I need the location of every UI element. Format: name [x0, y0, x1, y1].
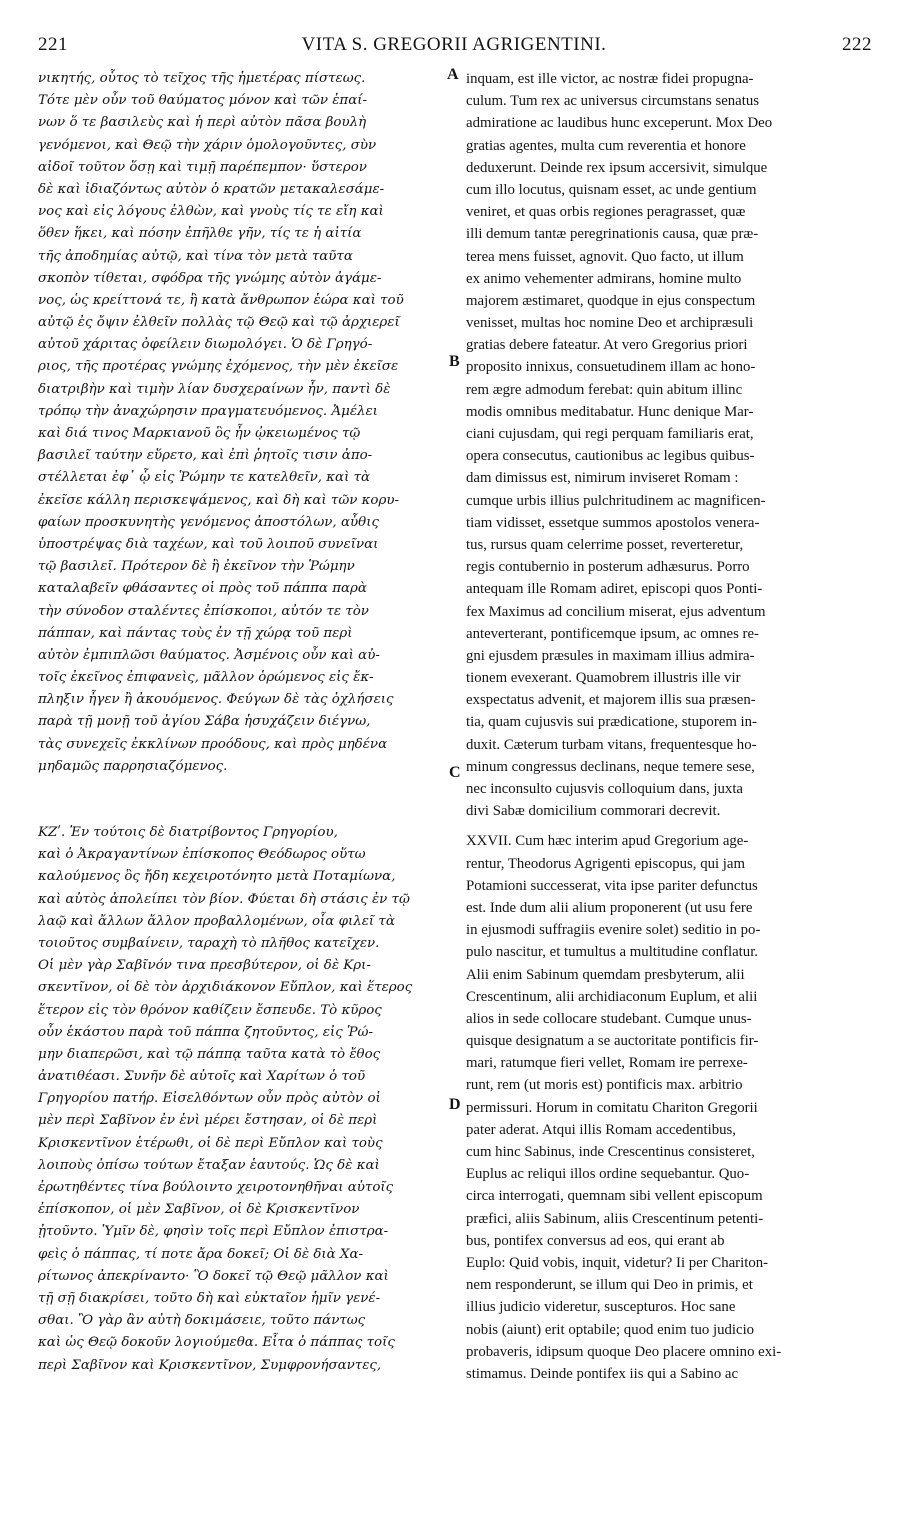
text-line: antequam ille Romam adiret, episcopi quos Ponti- [466, 581, 763, 598]
text-line: ὅθεν ἥκει, καὶ πόσην ἐπῆλθε γῆν, τίς τε ἡ αἰτία [38, 226, 362, 242]
text-line: gratias agentes, multa cum reverentia et honore [466, 137, 746, 154]
text-line: ρίτωνος ἀπεκρίναντο· Ὃ δοκεῖ τῷ Θεῷ μᾶλλον καὶ [38, 1268, 389, 1284]
text-line: Crescentinum, alii archidiaconum Euplum, et alii [466, 988, 758, 1005]
section-marker-c: C [449, 764, 461, 781]
running-title: VITA S. GREGORII AGRIGENTINI. [301, 34, 607, 55]
text-line: μηδαμῶς παρρησιαζόμενος. [38, 758, 228, 774]
section-marker-a: A [447, 66, 459, 83]
text-line: καὶ ὁ Ἀκραγαντίνων ἐπίσκοπος Θεόδωρος οὕτω [38, 847, 366, 863]
text-line: exspectatus advenit, et majorem illis sua præsen- [466, 692, 756, 709]
section-marker-d: D [449, 1096, 461, 1113]
text-line: illius judicio videretur, suscepturos. Hoc sane [466, 1299, 736, 1316]
text-line: λαῷ καὶ ἄλλων ἄλλον προβαλλομένων, οἷα φιλεῖ τὰ [38, 913, 395, 929]
text-line: ᾐτοῦντο. Ὑμῖν δὲ, φησὶν τοῖς περὶ Εὔπλον ἐπιστρα- [38, 1224, 389, 1240]
paragraph-gap [38, 778, 444, 822]
text-line: παρὰ τῇ μονῇ τοῦ ἁγίου Σάβα ἡσυχάζειν διέγνω, [38, 714, 371, 730]
text-line: ciani cujusdam, qui regi perquam familiaris erat, [466, 426, 754, 442]
text-line: τὰς συνεχεῖς ἐκκλίνων προόδους, καὶ πρὸς μηδένα [38, 736, 388, 752]
text-line: αἰδοῖ τοῦτον ὅσῃ καὶ τιμῇ παρέπεμπον· ὕστερον [38, 159, 367, 175]
text-line: culum. Tum rex ac universus circumstans senatus [466, 93, 760, 110]
text-line: cum hinc Sabinus, inde Crescentinus consisteret, [466, 1144, 755, 1160]
text-line: majorem æstimaret, quodque in ejus conspectum [466, 292, 756, 309]
text-line: Euplo: Quid vobis, inquit, videtur? Ii per Chariton- [466, 1254, 769, 1271]
latin-column [466, 68, 876, 1385]
text-line: opera consecutus, cautionibus ac legibus quibus- [466, 448, 755, 465]
text-line: περὶ Σαβῖνον καὶ Κρισκεντῖνον, Συμφρονήσαντες, [38, 1357, 382, 1373]
text-line: Οἱ μὲν γὰρ Σαβῖνόν τινα πρεσβύτερον, οἱ δὲ Κρι- [38, 958, 371, 974]
text-line: νος, ὡς κρείττονά τε, ἢ κατὰ ἄνθρωπον ἑώρα καὶ τοῦ [38, 292, 404, 308]
text-line: αὐτοῦ χάριτας ὀφείλειν διωμολόγει. Ὁ δὲ Γρηγό- [38, 337, 373, 353]
text-line: Γρηγορίου πατήρ. Εἰσελθόντων οὖν πρὸς αὐτὸν οἱ [38, 1091, 381, 1107]
text-line: dam dimissus est, nimirum inviseret Romam : [466, 470, 739, 487]
text-line: Alii enim Sabinum quemdam presbyterum, alii [466, 966, 745, 983]
text-line: terea mens fuisset, agnovit. Quo facto, ut illum [466, 248, 744, 265]
text-line: illi demum tantæ peregrinationis causa, quæ præ- [466, 226, 759, 243]
text-line: βασιλεῖ ταύτην εὕρετο, καὶ ἐπὶ ῥητοῖς τισιν ἀπο- [38, 448, 373, 464]
text-line: bus, pontifex conversus ad eos, qui erant ab [466, 1232, 725, 1249]
text-line: Euplus ac reliqui illos ordine sequebantur. Quo- [466, 1166, 750, 1183]
section-marker-b: B [449, 353, 460, 370]
text-line: admiratione ac laudibus hunc exceperunt. Mox Deo [466, 115, 773, 132]
text-line: probaveris, idipsum quoque Deo placere omnino exi- [466, 1343, 782, 1360]
paragraph-gap [466, 822, 876, 830]
text-line: σκεντῖνον, οἱ δὲ τὸν ἀρχιδιάκονον Εὔπλον, καὶ ἕτερος [38, 980, 413, 996]
text-line: tionem evexerant. Quamobrem illustris ille vir [466, 670, 741, 687]
text-line: λοιποὺς ὀπίσω τούτων ἔταξαν ἑαυτούς. Ὡς δὲ καὶ [38, 1157, 380, 1173]
text-line: ὑποστρέψας διὰ ταχέων, καὶ τοῦ λοιποῦ συνεῖναι [38, 536, 379, 552]
text-line: τὴν σύνοδον σταλέντες ἐπίσκοποι, αὐτόν τε τὸν [38, 603, 369, 619]
text-line: νικητής, οὗτος τὸ τεῖχος τῆς ἡμετέρας πίστεως. [38, 71, 366, 86]
text-line: est. Inde dum alii alium proponerent (ut usu fere [466, 899, 753, 916]
text-line: νος καὶ εἰς λόγους ἐλθὼν, καὶ γνοὺς τίς τε εἴη καὶ [38, 204, 384, 220]
text-line: proposito innixus, consuetudinem illam ac hono- [466, 359, 756, 376]
page-number-left: 221 [38, 34, 68, 55]
text-line: tia, quam cujusvis sui prædicatione, stuporem in- [466, 714, 757, 731]
text-line: φαίων προσκυνητὴς γενόμενος ἀποστόλων, αὖθις [38, 514, 379, 530]
text-line: deduxerunt. Deinde rex ipsum accersivit, simulque [466, 159, 768, 176]
text-line: cum illo locutus, quisnam esset, ac unde gentium [466, 181, 757, 198]
text-line: ἕτερον εἰς τὸν θρόνον καθίζειν ἔσπευδε. Τὸ κῦρος [38, 1002, 382, 1018]
text-line: οὖν ἑκάστου παρὰ τοῦ πάππα ζητοῦντος, εἰς Ῥώ- [38, 1024, 373, 1040]
text-line: rem ægre admodum ferebat: quin abitum illinc [466, 381, 743, 398]
text-line: ἀνατιθέασι. Συνῆν δὲ αὐτοῖς καὶ Χαρίτων ὁ τοῦ [38, 1069, 366, 1085]
text-line: divi Sabæ domicilium commorari decrevit. [466, 803, 721, 820]
text-line: stimamus. Deinde pontifex iis qui a Sabino ac [466, 1365, 739, 1382]
text-line: alios in sede collocare studebant. Cumque unus- [466, 1010, 752, 1027]
text-line: rentur, Theodorus Agrigenti episcopus, qui jam [466, 855, 745, 872]
text-line: ἐπίσκοπον, οἱ μὲν Σαβῖνον, οἱ δὲ Κρισκεντῖνον [38, 1202, 360, 1218]
text-line: δὲ καὶ ἰδιαζόντως αὐτὸν ὁ κρατῶν μετακαλεσάμε- [38, 181, 385, 197]
text-line: διατριβὴν καὶ τιμὴν λίαν δυσχεραίνων ἦν, παντὶ δὲ [38, 381, 391, 397]
text-line: ριος, τῆς προτέρας γνώμης ἐχόμενος, τὴν μὲν ἐκεῖσε [38, 359, 399, 375]
text-line: φεὶς ὁ πάππας, τί ποτε ἄρα δοκεῖ; Οἱ δὲ διὰ Χα- [38, 1246, 364, 1262]
text-line: præfici, aliis Sabinum, aliis Crescentinum petenti- [466, 1210, 764, 1227]
text-line: tus, rursus quam celerrime posset, reverteretur, [466, 536, 744, 553]
text-line: πάππαν, καὶ πάντας τοὺς ἐν τῇ χώρᾳ τοῦ περὶ [38, 625, 353, 641]
text-line: cumque urbis illius pulchritudinem ac magnificen- [466, 492, 766, 509]
text-line: τρόπῳ τὴν ἀναχώρησιν πραγματευόμενος. Ἀμέλει [38, 403, 378, 419]
text-line: σθαι. Ὃ γὰρ ἂν αὐτὴ δοκιμάσειε, τοῦτο πάντως [38, 1313, 366, 1329]
text-line: Κρισκεντῖνον ἑτέρωθι, οἱ δὲ περὶ Εὔπλον καὶ τοὺς [38, 1135, 383, 1151]
text-line: τοῖς ἐκεῖνος ἐπιφανεὶς, μᾶλλον ὁρώμενος εἰς ἔκ- [38, 670, 374, 686]
text-line: καὶ ὡς Θεῷ δοκοῦν λογιούμεθα. Εἶτα ὁ πάππας τοῖς [38, 1335, 395, 1351]
text-line: ἐρωτηθέντες τίνα βούλοιντο χειροτονηθῆναι αὐτοῖς [38, 1180, 394, 1195]
text-line: pater aderat. Atqui illis Romam accedentibus, [466, 1121, 736, 1138]
text-line: νων ὅ τε βασιλεὺς καὶ ἡ περὶ αὐτὸν πᾶσα βουλὴ [38, 115, 367, 131]
text-line: καὶ αὐτὸς ἀπολείπει τὸν βίον. Φύεται δὴ στάσις ἐν τῷ [38, 891, 410, 907]
text-line: mari, ratumque fieri vellet, Romam ire perrexe- [466, 1055, 748, 1072]
text-line: XXVII. Cum hæc interim apud Gregorium age- [466, 833, 749, 850]
text-line: αὐτῷ ἐς ὄψιν ἐλθεῖν πολλὰς τῷ Θεῷ καὶ τῷ ἀρχιερεῖ [38, 315, 400, 331]
text-line: gratias debere fateatur. At vero Gregorius priori [466, 337, 748, 354]
text-line: nobis (aiunt) erit optabile; quod enim tuo judicio [466, 1321, 755, 1338]
text-line: fex Maximus ad concilium miserat, ejus adventum [466, 603, 766, 620]
text-line: μὲν περὶ Σαβῖνον ἐν ἑνὶ μέρει ἔστησαν, οἱ δὲ περὶ [38, 1113, 378, 1129]
text-line: runt, rem (ut moris est) pontificis max. arbitrio [466, 1077, 743, 1094]
text-line: καλούμενος ὃς ἤδη κεχειροτόνητο μετὰ Ποταμίωνα, [38, 869, 396, 885]
text-line: γενόμενοι, καὶ Θεῷ τὴν χάριν ὁμολογοῦντες, σὺν [38, 137, 377, 153]
text-line: τῷ βασιλεῖ. Πρότερον δὲ ἢ ἐκεῖνον τὴν Ῥώμην [38, 559, 355, 575]
text-line: καὶ διά τινος Μαρκιανοῦ ὃς ἦν ᾠκειωμένος τῷ [38, 426, 361, 441]
text-line: σκοπὸν τίθεται, σφόδρα τῆς γνώμης αὐτὸν ἀγάμε- [38, 270, 382, 286]
text-line: veniret, et quas orbis regiones peragrasset, quæ [466, 204, 746, 221]
text-line: Potamioni successerat, vita ipse pariter defunctus [466, 877, 758, 894]
text-line: τῆς ἀποδημίας αὐτῷ, καὶ τίνα τὸν μετὰ ταῦτα [38, 248, 353, 264]
text-line: modis omnibus meditabatur. Hunc denique Mar- [466, 403, 754, 420]
text-line: ἐκεῖσε κάλλη περισκεψάμενος, καὶ δὴ καὶ τῶν κορυ- [38, 492, 400, 508]
text-line: in ejusmodi suffragiis evenire solet) seditio in po- [466, 922, 761, 939]
text-line: inquam, est ille victor, ac nostræ fidei propugna- [466, 71, 754, 87]
text-line: καταλαβεῖν φθάσαντες οἱ πρὸς τοῦ πάππα παρὰ [38, 581, 367, 597]
text-line: ΚΖʹ. Ἐν τούτοις δὲ διατρίβοντος Γρηγορίου, [38, 825, 338, 840]
text-line: πληξιν ἦγεν ἢ ἀκουόμενος. Φεύγων δὲ τὰς ὀχλήσεις [38, 692, 394, 708]
text-line: Τότε μὲν οὖν τοῦ θαύματος μόνον καὶ τῶν ἐπαί- [38, 93, 368, 109]
text-line: circa interrogati, quemnam sibi vellent episcopum [466, 1188, 763, 1205]
text-line: duxit. Cæterum turbam vitans, frequentesque ho- [466, 736, 757, 753]
text-line: anteverterant, pontificemque ipsum, ac omnes re- [466, 625, 759, 642]
text-line: στέλλεται ἐφ᾽ ᾧ εἰς Ῥώμην τε κατελθεῖν, καὶ τὰ [38, 470, 371, 486]
text-line: αὐτὸν ἐμπιπλῶσι θαύματος. Ἀσμένοις οὖν καὶ αὐ- [38, 647, 380, 663]
text-line: quisque designatum a se auctoritate pontificis fir- [466, 1033, 759, 1050]
text-line: permissuri. Horum in comitatu Chariton Gregorii [466, 1099, 758, 1116]
text-line: ex animo vehementer admirans, homine multo [466, 270, 742, 287]
text-line: gni ejusdem præsules in maximam illius admira- [466, 647, 755, 664]
text-line: tiam vidisset, essetque summos apostolos venera- [466, 514, 760, 531]
text-line: nem responderunt, se illum qui Deo in primis, et [466, 1277, 753, 1294]
greek-column [38, 68, 444, 1377]
text-line: τοιοῦτος συμβαίνειν, ταραχὴ τὸ πλῆθος κατεῖχεν. [38, 935, 380, 951]
text-line: μην διαπερῶσι, καὶ τῷ πάππᾳ ταῦτα κατὰ τὸ ἔθος [38, 1046, 381, 1062]
text-line: regis contubernio in posterum adhæsurus. Porro [466, 559, 750, 576]
page-header [0, 34, 908, 60]
text-line: minum congressus declinans, neque temere sese, [466, 758, 755, 775]
page-number-right: 222 [842, 34, 872, 55]
text-line: nec inconsulto cujusvis colloquium dans, juxta [466, 781, 743, 797]
text-line: τῇ σῇ διακρίσει, τοῦτο δὴ καὶ εὐκταῖον ἡμῖν γενέ- [38, 1290, 381, 1306]
text-line: pulo nascitur, et tumultus a multitudine conflatur. [466, 944, 759, 961]
text-line: venisset, multas hoc nomine Deo et archipræsuli [466, 315, 754, 332]
